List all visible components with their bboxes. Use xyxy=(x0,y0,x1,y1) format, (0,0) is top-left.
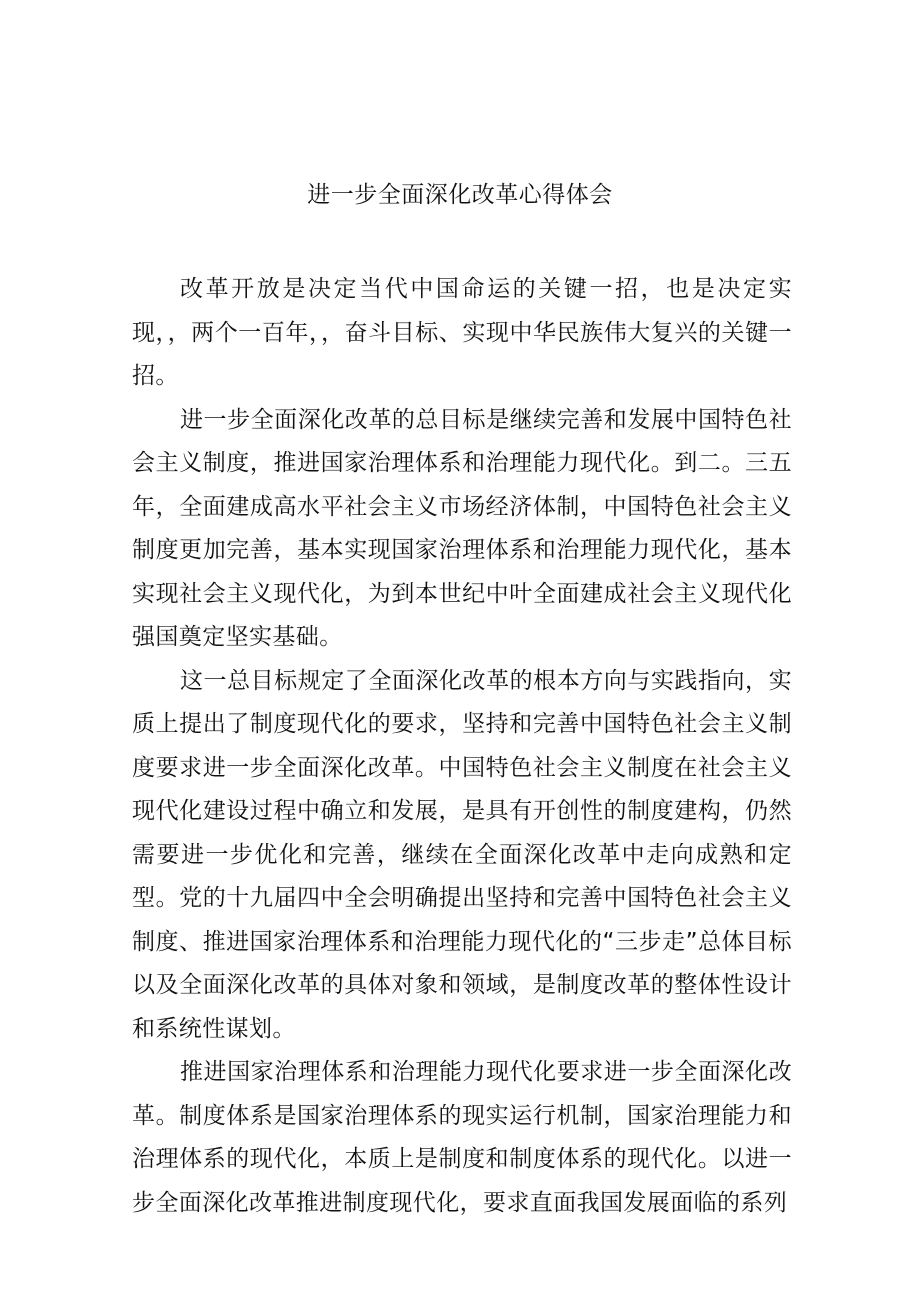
document-body xyxy=(132,268,792,1225)
paragraph-4: 推进国家治理体系和治理能力现代化要求进一步全面深化改革。制度体系是国家治理体系的现实运行机制，国家治理能力和治理体系的现代化，本质上是制度和制度体系的现代化。以进一步全面深化改革推进制度现代化，要求直面我国发展面临的系列 xyxy=(132,1059,792,1216)
paragraph-1: 改革开放是决定当代中国命运的关键一招，也是决定实现，，两个一百年，，奋斗目标、实现中华民族伟大复兴的关键一招。 xyxy=(132,276,792,389)
paragraph-2: 进一步全面深化改革的总目标是继续完善和发展中国特色社会主义制度，推进国家治理体系和治理能力现代化。到二。三五年，全面建成高水平社会主义市场经济体制，中国特色社会主义制度更加完善，基本实现国家治理体系和治理能力现代化，基本实现社会主义现代化，为到本世纪中叶全面建成社会主义现代化强国奠定坚实基础。 xyxy=(132,406,792,650)
paragraph-3: 这一总目标规定了全面深化改革的根本方向与实践指向，实质上提出了制度现代化的要求，坚持和完善中国特色社会主义制度要求进一步全面深化改革。中国特色社会主义制度在社会主义现代化建设过程中确立和发展，是具有开创性的制度建构，仍然需要进一步优化和完善，继续在全面深化改革中走向成熟和定型。党的十九届四中全会明确提出坚持和完善中国特色社会主义制度、推进国家治理体系和治理能力现代化的“三步走”总体目标以及全面深化改革的具体对象和领域，是制度改革的整体性设计和系统性谋划。 xyxy=(132,667,792,1042)
document-title: 进一步全面深化改革心得体会 xyxy=(307,182,613,208)
